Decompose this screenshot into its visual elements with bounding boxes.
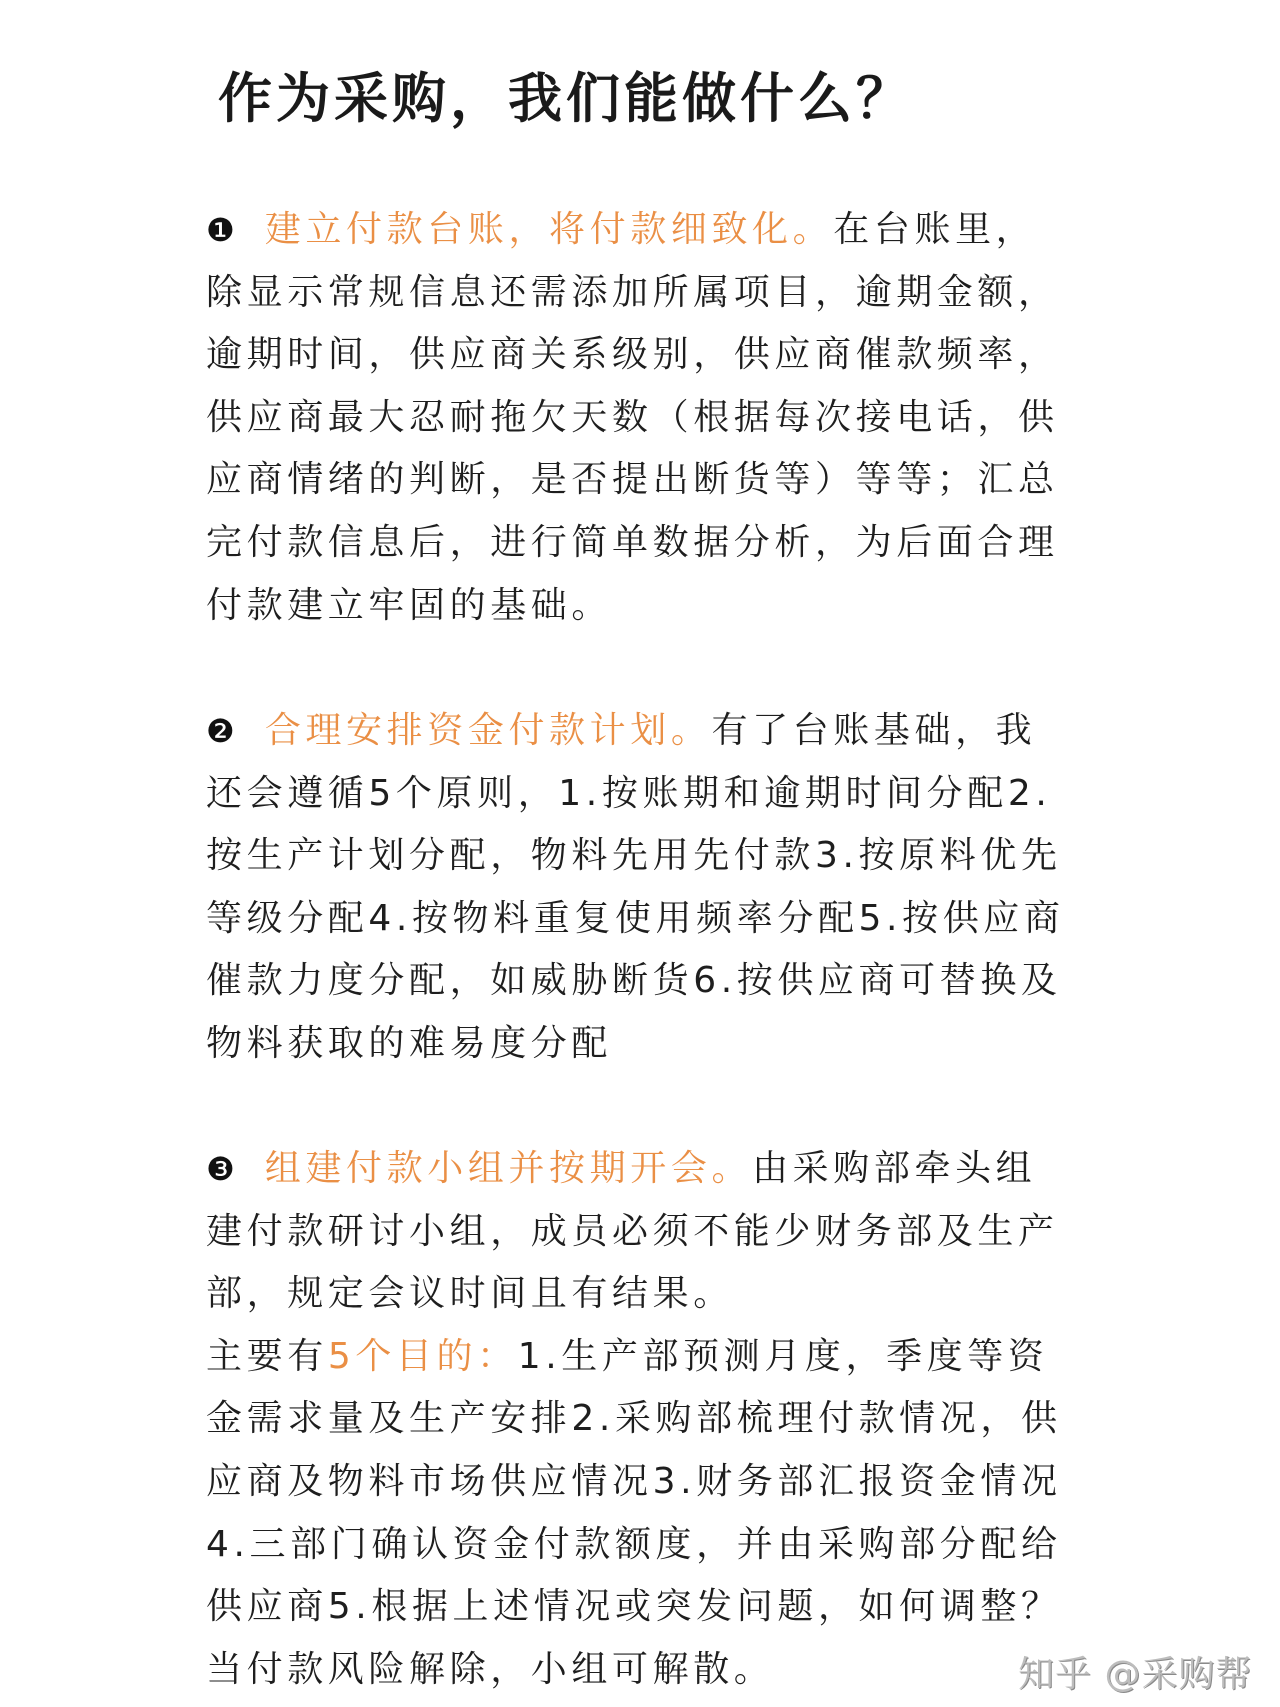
body-text: 应商及物料市场供应情况3.财务部汇报资金情况 [206, 1460, 1062, 1502]
body-text: 供应商最大忍耐拖欠天数（根据每次接电话，供 [206, 396, 1059, 438]
text-line [206, 1013, 1206, 1076]
section-payment-ledger [206, 199, 1206, 637]
text-line [206, 1263, 1206, 1326]
body-text: 4.三部门确认资金付款额度，并由采购部分配给 [206, 1523, 1062, 1565]
text-line [206, 512, 1206, 575]
text-line [206, 1514, 1206, 1577]
text-line [206, 1576, 1206, 1639]
text-line [206, 387, 1206, 450]
text-line [206, 888, 1206, 951]
watermark: 知乎 @采购帮 [1018, 1654, 1253, 1695]
text-line [206, 950, 1206, 1013]
highlight-text: 5个目的： [327, 1335, 518, 1377]
text-line [206, 449, 1206, 512]
body-text: 1.生产部预测月度，季度等资 [517, 1335, 1049, 1377]
body-text: 还会遵循5个原则，1.按账期和逾期时间分配2. [206, 772, 1052, 814]
highlight-text: 建立付款台账，将付款细致化。 [264, 209, 834, 250]
body-text: 付款建立牢固的基础。 [206, 584, 613, 626]
section-payment-group [206, 1138, 1206, 1701]
body-text: 逾期时间，供应商关系级别，供应商催款频率， [206, 334, 1059, 376]
text-line [206, 575, 1206, 638]
number-bullet-icon: ❸ [206, 1150, 265, 1188]
body-text: 等级分配4.按物料重复使用频率分配5.按供应商 [206, 897, 1065, 939]
body-text: 当付款风险解除，小组可解散。 [206, 1648, 775, 1690]
body-text: 按生产计划分配，物料先用先付款3.按原料优先 [206, 835, 1062, 877]
body-text: 催款力度分配，如威胁断货6.按供应商可替换及 [206, 960, 1062, 1002]
body-text: 建付款研讨小组，成员必须不能少财务部及生产 [206, 1210, 1059, 1252]
body-text: 由采购部牵头组 [752, 1148, 1037, 1189]
section-payment-plan [206, 700, 1206, 1076]
text-line [206, 763, 1206, 826]
body-text: 主要有 [206, 1335, 328, 1377]
number-bullet-icon: ❶ [206, 211, 265, 249]
text-line [206, 1451, 1206, 1514]
text-line [206, 324, 1206, 387]
body-text: 应商情绪的判断，是否提出断货等）等等；汇总 [206, 459, 1059, 501]
text-line [206, 700, 1206, 763]
text-line [206, 1326, 1206, 1389]
body-text: 完付款信息后，进行简单数据分析，为后面合理 [206, 521, 1059, 563]
number-bullet-icon: ❷ [206, 712, 265, 750]
body-text: 金需求量及生产安排2.采购部梳理付款情况，供 [206, 1398, 1062, 1440]
highlight-text: 组建付款小组并按期开会。 [264, 1148, 753, 1189]
text-line [206, 1388, 1206, 1451]
body-text: 在台账里， [833, 209, 1037, 250]
body-text: 除显示常规信息还需添加所属项目，逾期金额， [206, 271, 1059, 313]
body-text: 部，规定会议时间且有结果。 [206, 1273, 734, 1315]
body-text: 供应商5.根据上述情况或突发问题，如何调整？ [206, 1586, 1062, 1628]
body-text: 物料获取的难易度分配 [206, 1022, 613, 1064]
highlight-text: 合理安排资金付款计划。 [264, 710, 712, 751]
text-line [206, 1201, 1206, 1264]
text-line [206, 825, 1206, 888]
page-title: 作为采购，我们能做什么？ [218, 67, 914, 130]
text-line [206, 199, 1206, 262]
body-text: 有了台账基础，我 [711, 710, 1037, 751]
text-line [206, 262, 1206, 325]
text-line [206, 1138, 1206, 1201]
